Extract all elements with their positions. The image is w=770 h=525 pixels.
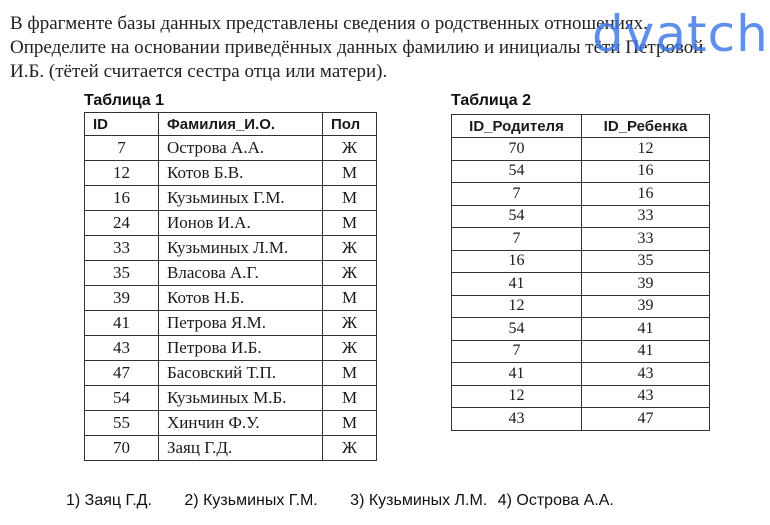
cell-name: Кузьминых М.Б. (159, 386, 323, 411)
cell-id: 39 (85, 286, 159, 311)
column-header-parent-id: ID_Родителя (452, 115, 582, 138)
column-header-id: ID (85, 113, 159, 136)
cell-parent-id: 70 (452, 138, 582, 161)
watermark-logo: dvatch (592, 5, 769, 63)
cell-parent-id: 16 (452, 250, 582, 273)
table-row (85, 236, 377, 261)
table-row (85, 336, 377, 361)
answer-option-3: 3) Кузьминых Л.М. (350, 492, 488, 509)
table-row (452, 273, 710, 296)
table-row (452, 183, 710, 206)
cell-sex: М (323, 211, 377, 236)
table-row (85, 386, 377, 411)
cell-id: 70 (85, 436, 159, 461)
task-line-2: Определите на основании приведённых данных фамилию и инициалы тёти Петровой (10, 37, 704, 58)
table-row (85, 261, 377, 286)
answer-option-4: 4) Острова А.А. (497, 492, 614, 509)
cell-id: 16 (85, 186, 159, 211)
table-people (84, 112, 377, 461)
column-header-sex: Пол (323, 113, 377, 136)
table1-caption: Таблица 1 (84, 92, 165, 109)
cell-sex: Ж (323, 311, 377, 336)
cell-child-id: 47 (582, 408, 710, 431)
table-header-row (452, 115, 710, 138)
table-row (85, 411, 377, 436)
cell-child-id: 39 (582, 295, 710, 318)
cell-id: 33 (85, 236, 159, 261)
cell-name: Заяц Г.Д. (159, 436, 323, 461)
table-row (452, 385, 710, 408)
answer-options (66, 492, 642, 510)
cell-parent-id: 12 (452, 385, 582, 408)
cell-name: Кузьминых Л.М. (159, 236, 323, 261)
cell-name: Хинчин Ф.У. (159, 411, 323, 436)
table-row (85, 211, 377, 236)
cell-parent-id: 12 (452, 295, 582, 318)
table-row (85, 436, 377, 461)
cell-child-id: 35 (582, 250, 710, 273)
cell-child-id: 33 (582, 228, 710, 251)
cell-name: Власова А.Г. (159, 261, 323, 286)
table-row (452, 363, 710, 386)
table-row (452, 205, 710, 228)
table-row (452, 250, 710, 273)
cell-id: 47 (85, 361, 159, 386)
cell-parent-id: 7 (452, 183, 582, 206)
cell-child-id: 33 (582, 205, 710, 228)
table-row (452, 318, 710, 341)
cell-id: 43 (85, 336, 159, 361)
cell-name: Басовский Т.П. (159, 361, 323, 386)
cell-child-id: 41 (582, 340, 710, 363)
cell-id: 24 (85, 211, 159, 236)
table-row (85, 361, 377, 386)
column-header-name: Фамилия_И.О. (159, 113, 323, 136)
table2-caption: Таблица 2 (451, 92, 532, 109)
cell-parent-id: 43 (452, 408, 582, 431)
table-row (452, 160, 710, 183)
cell-parent-id: 54 (452, 205, 582, 228)
cell-sex: М (323, 286, 377, 311)
cell-sex: Ж (323, 261, 377, 286)
cell-sex: М (323, 186, 377, 211)
cell-parent-id: 7 (452, 228, 582, 251)
cell-name: Острова А.А. (159, 136, 323, 161)
table-row (452, 295, 710, 318)
cell-name: Кузьминых Г.М. (159, 186, 323, 211)
cell-id: 35 (85, 261, 159, 286)
cell-parent-id: 41 (452, 363, 582, 386)
cell-sex: Ж (323, 436, 377, 461)
cell-parent-id: 54 (452, 160, 582, 183)
table-row (85, 186, 377, 211)
table-row (85, 286, 377, 311)
cell-id: 54 (85, 386, 159, 411)
cell-parent-id: 7 (452, 340, 582, 363)
cell-sex: М (323, 161, 377, 186)
cell-sex: М (323, 361, 377, 386)
cell-sex: Ж (323, 236, 377, 261)
cell-name: Петрова И.Б. (159, 336, 323, 361)
cell-child-id: 16 (582, 183, 710, 206)
answer-option-1: 1) Заяц Г.Д. (66, 492, 152, 509)
table-row (452, 138, 710, 161)
cell-child-id: 43 (582, 363, 710, 386)
table-header-row (85, 113, 377, 136)
cell-child-id: 12 (582, 138, 710, 161)
cell-child-id: 41 (582, 318, 710, 341)
cell-sex: М (323, 386, 377, 411)
answer-option-2: 2) Кузьминых Г.М. (184, 492, 318, 509)
task-line-1: В фрагменте базы данных представлены сведения о родственных отношениях. (10, 13, 648, 34)
task-line-3: И.Б. (тётей считается сестра отца или матери). (10, 61, 388, 82)
table-row (85, 161, 377, 186)
cell-child-id: 39 (582, 273, 710, 296)
cell-id: 12 (85, 161, 159, 186)
cell-sex: М (323, 411, 377, 436)
cell-id: 41 (85, 311, 159, 336)
cell-name: Котов Н.Б. (159, 286, 323, 311)
table-row (85, 136, 377, 161)
cell-sex: Ж (323, 136, 377, 161)
cell-id: 7 (85, 136, 159, 161)
cell-name: Ионов И.А. (159, 211, 323, 236)
cell-id: 55 (85, 411, 159, 436)
table-row (452, 408, 710, 431)
table-row (85, 311, 377, 336)
table-relations (451, 114, 710, 431)
cell-child-id: 16 (582, 160, 710, 183)
table-row (452, 340, 710, 363)
column-header-child-id: ID_Ребенка (582, 115, 710, 138)
cell-parent-id: 41 (452, 273, 582, 296)
cell-child-id: 43 (582, 385, 710, 408)
cell-name: Котов Б.В. (159, 161, 323, 186)
cell-sex: Ж (323, 336, 377, 361)
cell-parent-id: 54 (452, 318, 582, 341)
table-row (452, 228, 710, 251)
cell-name: Петрова Я.М. (159, 311, 323, 336)
